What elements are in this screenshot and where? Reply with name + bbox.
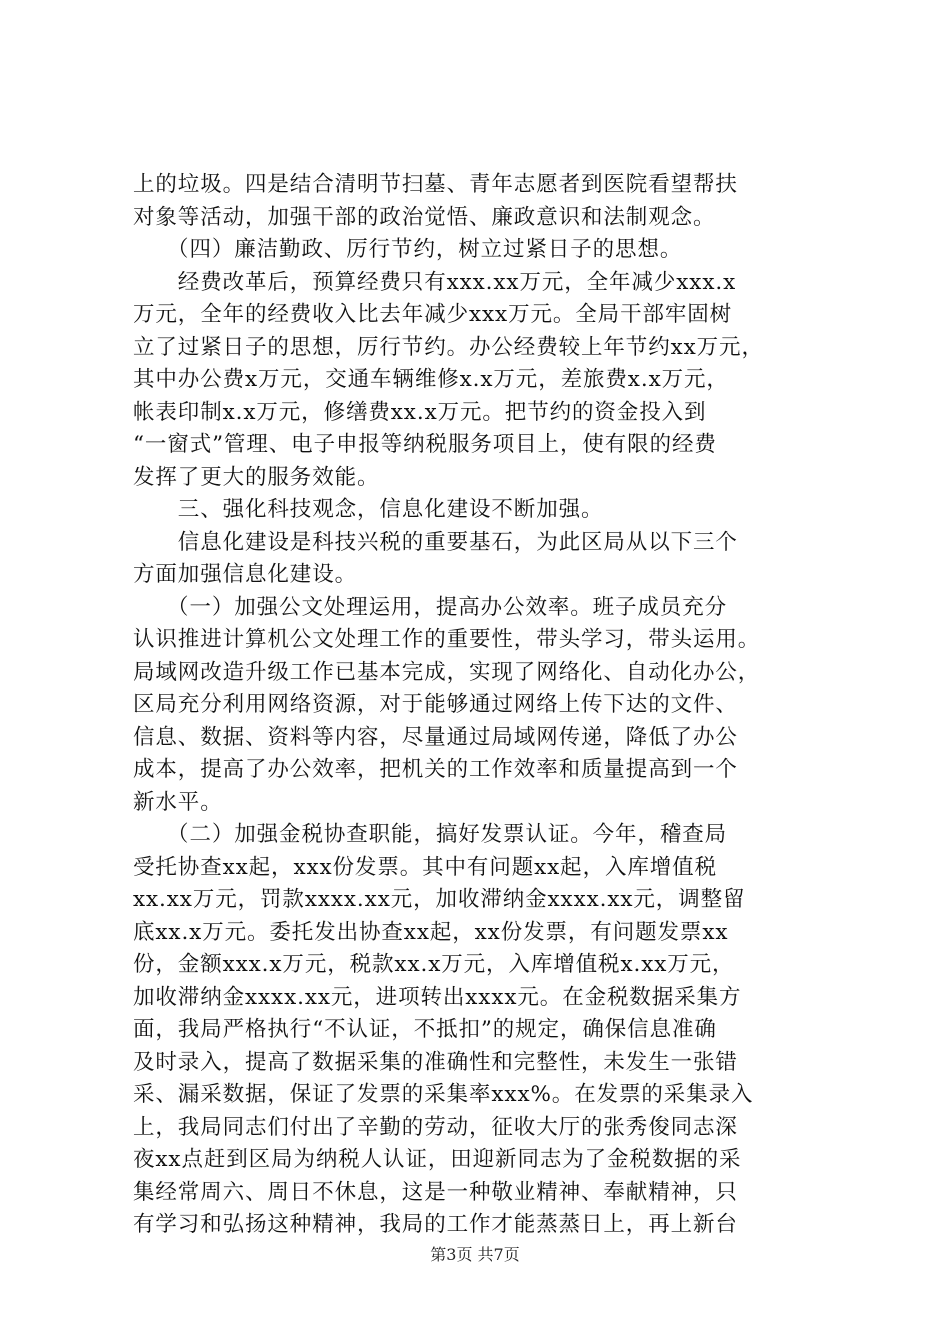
text-line: 万元，全年的经费收入比去年减少xxx万元。全局干部牢固树 xyxy=(133,302,733,327)
text-line: 其中办公费x万元，交通车辆维修x.x万元，差旅费x.x万元， xyxy=(133,367,729,392)
text-line: 信息化建设是科技兴税的重要基石，为此区局从以下三个 xyxy=(133,529,738,555)
text-line: 集经常周六、周日不休息，这是一种敬业精神、奉献精神，只 xyxy=(133,1179,738,1205)
text-line: “一窗式”管理、电子申报等纳税服务项目上，使有限的经费 xyxy=(133,432,717,457)
text-line: 发挥了更大的服务效能。 xyxy=(133,464,380,490)
document-body xyxy=(133,169,833,1242)
text-line: 有学习和弘扬这种精神，我局的工作才能蒸蒸日上，再上新台 xyxy=(133,1212,738,1237)
text-line: 成本，提高了办公效率，把机关的工作效率和质量提高到一个 xyxy=(133,757,738,782)
text-line: 方面加强信息化建设。 xyxy=(133,562,358,587)
text-line: 份，金额xxx.x万元，税款xx.x万元，入库增值税x.xx万元， xyxy=(133,952,735,977)
text-line: 新水平。 xyxy=(133,789,223,815)
text-line: 局域网改造升级工作已基本完成，实现了网络化、自动化办公， xyxy=(133,659,761,685)
text-line: （一）加强公文处理运用，提高办公效率。班子成员充分 xyxy=(133,594,728,620)
text-line: 上的垃圾。四是结合清明节扫墓、青年志愿者到医院看望帮扶 xyxy=(133,172,738,197)
text-line: 信息、数据、资料等内容，尽量通过局域网传递，降低了办公 xyxy=(133,724,738,750)
text-line: 经费改革后，预算经费只有xxx.xx万元，全年减少xxx.x xyxy=(133,269,737,295)
text-line: 对象等活动，加强干部的政治觉悟、廉政意识和法制观念。 xyxy=(133,204,716,230)
text-line: （四）廉洁勤政、厉行节约，树立过紧日子的思想。 xyxy=(133,237,683,262)
text-line: 帐表印制x.x万元，修缮费xx.x万元。把节约的资金投入到 xyxy=(133,399,707,425)
text-line: 及时录入，提高了数据采集的准确性和完整性，未发生一张错 xyxy=(133,1049,738,1075)
page-footer: 第3页 共7页 xyxy=(430,1245,520,1264)
text-line: （二）加强金税协查职能，搞好发票认证。今年，稽查局 xyxy=(133,822,728,847)
text-line: 立了过紧日子的思想，厉行节约。办公经费较上年节约xx万元， xyxy=(133,334,764,360)
text-line: 上，我局同志们付出了辛勤的劳动，征收大厅的张秀俊同志深 xyxy=(133,1114,738,1140)
text-line: 区局充分利用网络资源，对于能够通过网络上传下达的文件、 xyxy=(133,692,738,717)
text-line: xx.xx万元，罚款xxxx.xx元，加收滞纳金xxxx.xx元，调整留 xyxy=(133,887,746,912)
text-line: 底xx.x万元。委托发出协查xx起，xx份发票，有问题发票xx xyxy=(133,919,729,945)
text-line: 面，我局严格执行“不认证，不抵扣”的规定，确保信息准确 xyxy=(133,1017,717,1042)
text-line: 认识推进计算机公文处理工作的重要性，带头学习，带头运用。 xyxy=(133,627,761,652)
text-line: 加收滞纳金xxxx.xx元，进项转出xxxx元。在金税数据采集方 xyxy=(133,984,742,1010)
text-line: 三、强化科技观念，信息化建设不断加强。 xyxy=(133,497,604,522)
text-line: 受托协查xx起，xxx份发票。其中有问题xx起，入库增值税 xyxy=(133,854,717,880)
text-line: 夜xx点赶到区局为纳税人认证，田迎新同志为了金税数据的采 xyxy=(133,1147,742,1172)
text-line: 采、漏采数据，保证了发票的采集率xxx%。在发票的采集录入 xyxy=(133,1082,754,1107)
